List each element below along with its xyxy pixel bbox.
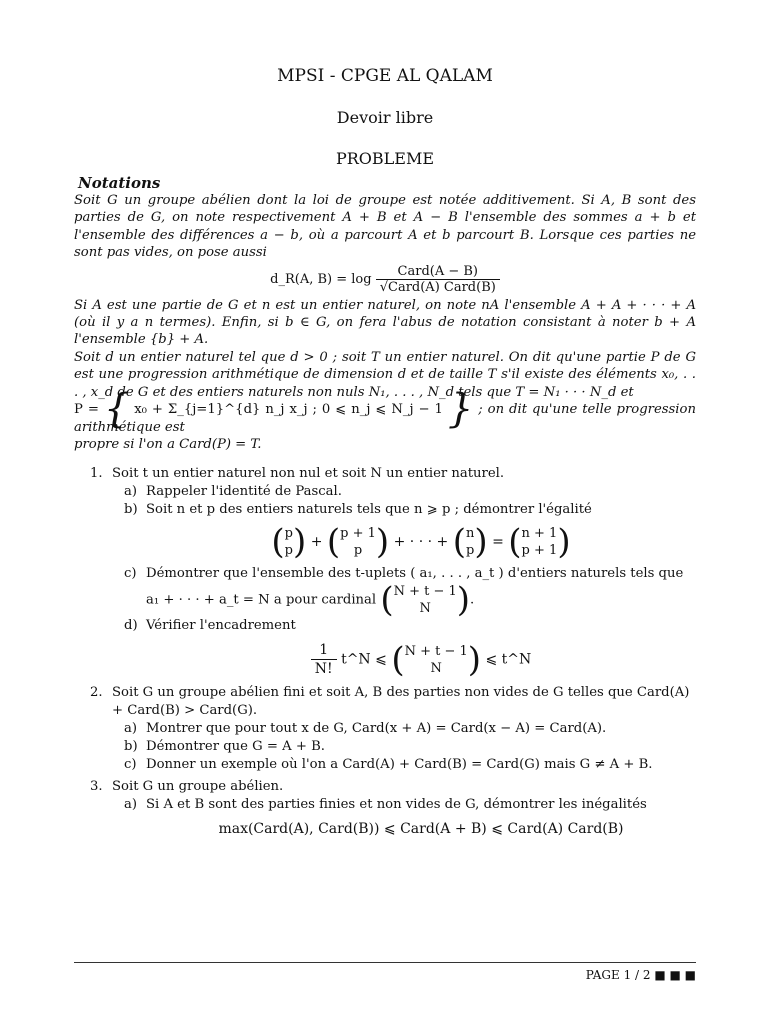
question-number: 2. xyxy=(90,685,103,701)
dr-formula xyxy=(74,264,696,295)
subquestion-label: c) xyxy=(124,566,137,582)
document-subtitle: Devoir libre xyxy=(336,108,434,127)
left-brace-icon: { xyxy=(103,386,130,433)
card-inequality: max(Card(A), Card(B)) ⩽ Card(A + B) ⩽ Card(A) Card(B) xyxy=(218,821,624,838)
dr-formula-numerator: Card(A − B) xyxy=(376,264,500,280)
right-brace-icon: } xyxy=(447,386,474,433)
subquestion-text: Donner un exemple où l'on a Card(A) + Card(B) = Card(G) mais G ≠ A + B. xyxy=(146,757,653,773)
question-text: Soit G un groupe abélien fini et soit A, B des parties non vides de G telles que Card(A) + Card(B) > Card(G). xyxy=(112,685,690,719)
subquestion-1d xyxy=(112,617,696,678)
page-value: 1 / 2 xyxy=(623,968,651,982)
notations-paragraph-2: Si A est une partie de G et n est un entier naturel, on note nA l'ensemble A + A + · · · + A (où il y a n termes). Enfin, si b ∈ G, on fera l'abus de notation consistant à noter b + A l'ensemble {b} + A. xyxy=(74,297,696,348)
question-2 xyxy=(74,684,696,774)
section-title: PROBLEME xyxy=(335,149,435,168)
binom-p-p: (p p) xyxy=(271,522,307,563)
dr-formula-fraction xyxy=(376,264,500,295)
binom-bound: (N + t − 1 N ) xyxy=(391,639,482,680)
subquestion-text: Si A et B sont des parties finies et non vides de G, démontrer les inégalités xyxy=(146,797,647,813)
one-over-nfact: $\frac{1}{N!}$ xyxy=(311,641,337,678)
page-label: PAGE xyxy=(585,968,620,982)
subquestion-label: c) xyxy=(124,757,137,773)
page-content xyxy=(74,62,696,844)
subquestion-label: b) xyxy=(124,739,138,755)
binom-n-p: (n p) xyxy=(452,522,488,563)
question-3 xyxy=(74,778,696,838)
subquestion-text: Démontrer que G = A + B. xyxy=(146,739,325,755)
subquestion-text: Rappeler l'identité de Pascal. xyxy=(146,484,342,500)
notations-paragraph-1: Soit G un groupe abélien dont la loi de groupe est notée additivement. Si A, B sont des parties de G, on note respectivement A + B et A − B l'ensemble des sommes a + b et l'ensemble des différences a − b, où a parcourt A et b parcourt B. Lorsque ces parties ne sont pas vides, on pose aussi xyxy=(74,193,696,261)
binom-card-c: (N + t − 1 N ) xyxy=(380,580,471,621)
page-indicator xyxy=(586,968,696,982)
subquestion-2b xyxy=(112,738,696,756)
subquestion-list xyxy=(112,483,696,678)
progression-set-line xyxy=(74,386,696,436)
progression-set-lhs: P = xyxy=(74,402,99,418)
subquestion-label: a) xyxy=(124,797,138,813)
dr-formula-denominator: √Card(A) Card(B) xyxy=(379,279,496,295)
document-title: MPSI - CPGE AL QALAM xyxy=(277,66,493,86)
footer-rule xyxy=(74,962,696,963)
subquestion-label: b) xyxy=(124,502,138,518)
subquestion-text: Montrer que pour tout x de G, Card(x + A) = Card(x − A) = Card(A). xyxy=(146,721,607,737)
subquestion-2a xyxy=(112,720,696,738)
subquestion-text: Soit n et p des entiers naturels tels que n ⩾ p ; démontrer l'égalité xyxy=(146,502,592,518)
subquestion-list xyxy=(112,720,696,774)
question-number: 1. xyxy=(90,466,103,482)
progression-set-rest: ; on dit qu'une telle progression arithmétique est xyxy=(74,402,696,435)
subquestion-2c xyxy=(112,756,696,774)
subquestion-1c: c) Démontrer que l'ensemble des t-uplets ( a₁, . . . , a_t ) d'entiers naturels tels que a₁ + · · · + a_t = N a pour cardinal (N + t − 1 N ). xyxy=(124,566,684,621)
bound-inequality: $\frac{1}{N!}$ t^N ⩽ (N + t − 1 N ) ⩽ t^N xyxy=(146,641,696,678)
binom-p1-p: (p + 1 p ) xyxy=(326,522,390,563)
question-number: 3. xyxy=(90,779,103,795)
subquestion-text: Démontrer que l'ensemble des t-uplets ( a₁, . . . , a_t ) d'entiers naturels tels que a₁ + · · · + a_t = N a pour cardinal xyxy=(146,566,684,608)
subquestion-list xyxy=(112,796,696,838)
question-list xyxy=(74,465,696,838)
question-text: Soit t un entier naturel non nul et soit N un entier naturel. xyxy=(112,466,505,482)
notations-heading: Notations xyxy=(78,174,161,192)
subquestion-1b xyxy=(112,501,696,563)
question-text: Soit G un groupe abélien. xyxy=(112,779,284,795)
dr-formula-lhs: d_R(A, B) = log xyxy=(270,271,372,287)
subquestion-text: Vérifier l'encadrement xyxy=(146,618,296,634)
notations-paragraph-3: Soit d un entier naturel tel que d > 0 ; soit T un entier naturel. On dit qu'une partie P de G est une progression arithmétique de dimension d et de taille T s'il existe des éléments x₀, . . . , x_d de G et des entiers naturels non nuls N₁, . . . , N_d tels que T = N₁ · · · N_d et xyxy=(74,349,696,400)
progression-set-body: x₀ + Σ_{j=1}^{d} n_j x_j ; 0 ⩽ n_j ⩽ N_j − 1 xyxy=(134,402,443,418)
question-1 xyxy=(74,465,696,678)
subquestion-1a xyxy=(112,483,696,501)
subquestion-label: a) xyxy=(124,484,138,500)
pascal-sum-equation: (p p) + (p + 1 p ) + · · · + (n p) = (n + 1 p + 1) xyxy=(271,522,571,563)
binom-n1-p1: (n + 1 p + 1) xyxy=(508,522,571,563)
subquestion-label: d) xyxy=(124,618,138,634)
notations-paragraph-4: propre si l'on a Card(P) = T. xyxy=(74,437,262,453)
subquestion-3a xyxy=(112,796,696,838)
subquestion-label: a) xyxy=(124,721,138,737)
footer-square-icons: ■ ■ ■ xyxy=(654,968,696,982)
